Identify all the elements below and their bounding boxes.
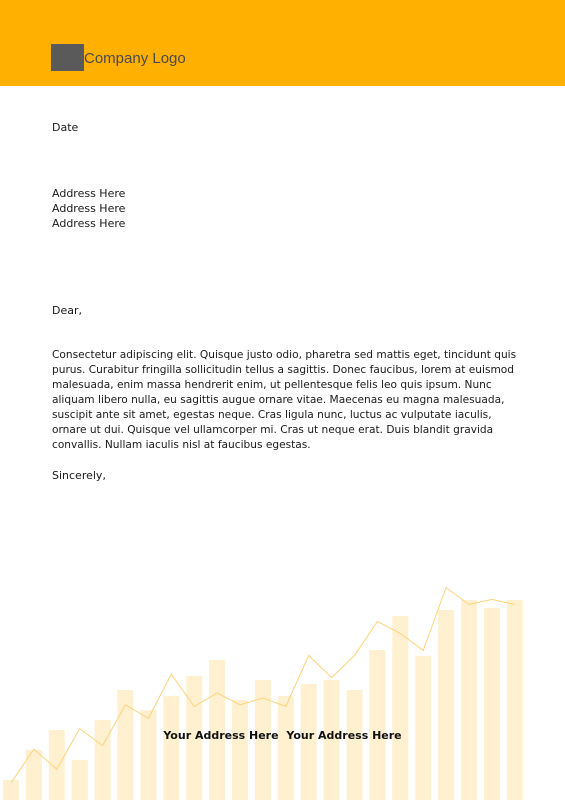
logo-mark-icon <box>51 44 84 71</box>
decor-bar <box>461 600 477 800</box>
recipient-address <box>52 186 125 231</box>
address-line: Address Here <box>52 187 126 200</box>
decor-bar <box>347 690 363 800</box>
salutation: Dear, <box>52 304 82 317</box>
decor-bar <box>72 760 88 800</box>
decor-bar <box>484 608 500 800</box>
letter-body: Consectetur adipiscing elit. Quisque justo odio, pharetra sed mattis eget, tincidunt quis purus. Curabitur fringilla sollicitudin tellus a sagittis. Donec faucibus, lorem at euismod malesuada, enim massa hendrerit enim, ut pellentesque felis leo quis ipsum. Nunc aliquam libero nulla, eu sagittis augue ornare vitae. Maecenas eu magna malesuada, suscipit ante sit amet, egestas neque. Cras ligula nunc, luctus ac vulputate iaculis, ornare ut dui. Quisque vel ullamcorper mi. Cras ut neque erat. Duis blandit gravida convallis. Nullam iaculis nisl at faucibus egestas. <box>52 349 517 451</box>
footer-address-2: Your Address Here <box>286 729 402 742</box>
header-bar <box>0 0 565 86</box>
closing: Sincerely, <box>52 469 106 482</box>
decor-bar <box>369 650 385 800</box>
decor-bar <box>392 616 408 800</box>
decor-bar <box>118 690 134 800</box>
company-logo-text: Company Logo <box>84 50 186 67</box>
address-line: Address Here <box>52 217 126 230</box>
decor-bar <box>232 700 248 800</box>
address-line: Address Here <box>52 202 126 215</box>
footer-address-1: Your Address Here <box>163 729 279 742</box>
letter-date: Date <box>52 121 79 134</box>
decor-bar <box>507 600 523 800</box>
decor-bar <box>163 696 179 800</box>
decor-bar <box>278 696 294 800</box>
footer-address <box>0 728 565 743</box>
decor-bar <box>140 710 156 800</box>
decorative-chart-background <box>0 570 565 800</box>
decor-bar <box>438 610 454 800</box>
